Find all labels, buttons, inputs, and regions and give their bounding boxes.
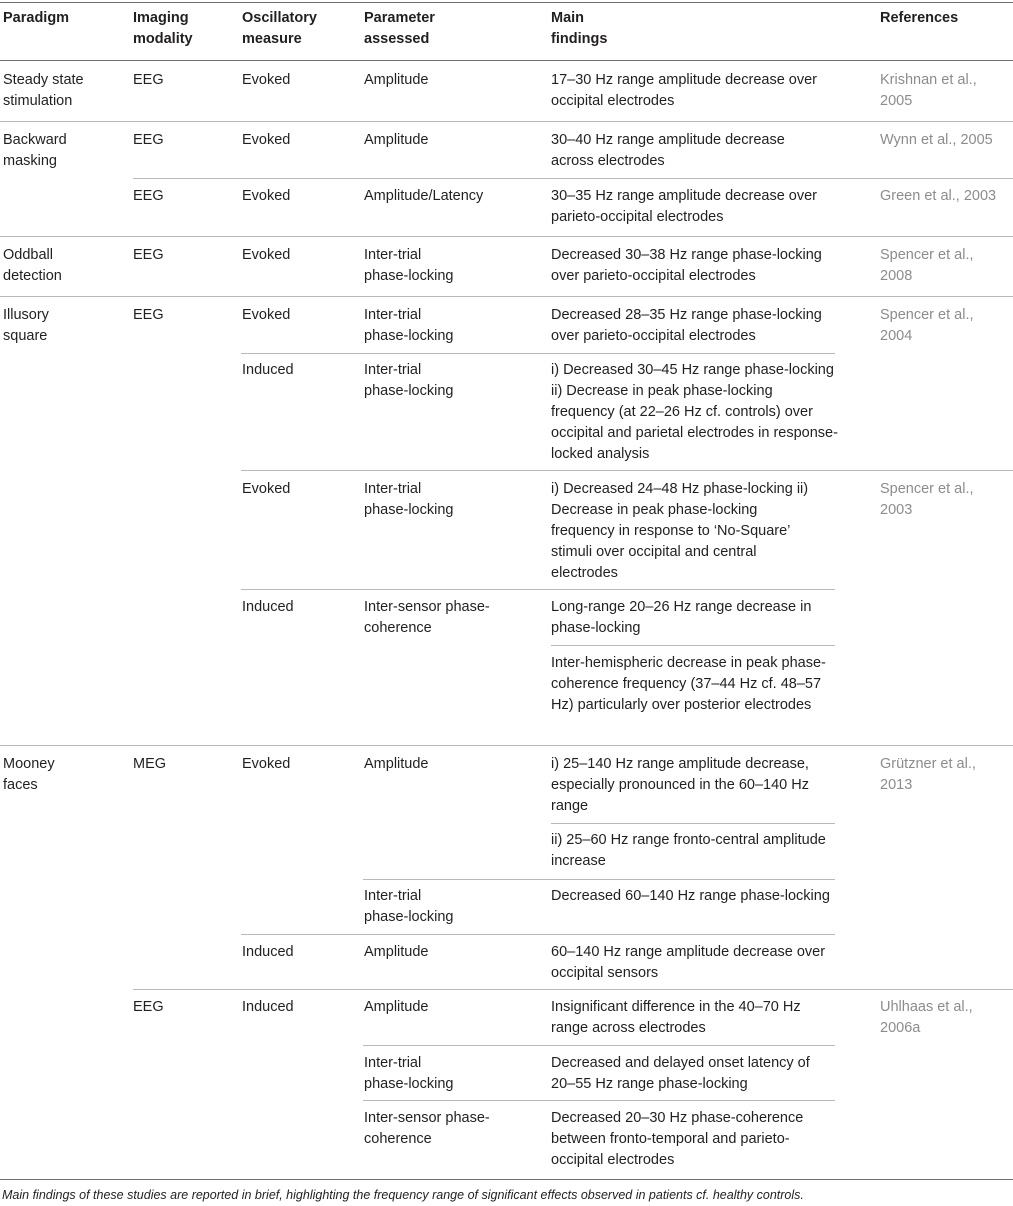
reference-cell: Spencer et al., 2008	[880, 247, 974, 284]
parameter-cell: Inter-trial phase-locking	[364, 307, 454, 344]
parameter-cell: Inter-trial phase-locking	[364, 1055, 454, 1092]
measure-cell: Induced	[242, 999, 294, 1015]
parameter-cell: Amplitude	[364, 132, 429, 148]
parameter-cell: Amplitude	[364, 999, 429, 1015]
row-rule	[0, 236, 1013, 237]
measure-cell: Evoked	[242, 481, 291, 497]
parameter-cell: Inter-trial phase-locking	[364, 481, 454, 518]
header-oscillatory-measure: Oscillatory measure	[242, 10, 317, 47]
reference-cell: Spencer et al., 2004	[880, 307, 974, 344]
finding-cell: Decreased 30–38 Hz range phase-locking over parieto-occipital electrodes	[551, 247, 822, 284]
table-caption: Main findings of these studies are reported in brief, highlighting the frequency range of significant effects observed in patients cf. healthy controls.	[2, 1188, 804, 1202]
modality-cell: EEG	[133, 999, 164, 1015]
finding-cell: Long-range 20–26 Hz range decrease in phase-locking	[551, 599, 812, 636]
row-rule	[0, 745, 1013, 746]
row-rule	[241, 353, 835, 354]
measure-cell: Induced	[242, 599, 294, 615]
reference-cell: Wynn et al., 2005	[880, 132, 993, 148]
paradigm-cell: Backward masking	[3, 132, 67, 169]
paradigm-cell: Illusory square	[3, 307, 49, 344]
reference-cell: Green et al., 2003	[880, 188, 997, 204]
header-bottom-rule	[0, 60, 1013, 61]
finding-cell: Decreased 20–30 Hz phase-coherence between fronto-temporal and parieto-occipital electrodes	[551, 1110, 804, 1168]
row-rule	[0, 121, 1013, 122]
measure-cell: Induced	[242, 362, 294, 378]
finding-cell: Decreased 28–35 Hz range phase-locking over parieto-occipital electrodes	[551, 307, 822, 344]
finding-cell: 60–140 Hz range amplitude decrease over occipital sensors	[551, 944, 826, 981]
row-rule	[241, 470, 1013, 471]
row-rule	[241, 934, 835, 935]
header-imaging-modality: Imaging modality	[133, 10, 193, 47]
finding-cell: Inter-hemispheric decrease in peak phase-coherence frequency (37–44 Hz cf. 48–57 Hz) particularly over posterior electrodes	[551, 655, 826, 713]
finding-cell: 30–40 Hz range amplitude decrease across electrodes	[551, 132, 785, 169]
modality-cell: EEG	[133, 188, 164, 204]
parameter-cell: Amplitude	[364, 756, 429, 772]
parameter-cell: Inter-sensor phase-coherence	[364, 599, 490, 636]
finding-cell: Insignificant difference in the 40–70 Hz range across electrodes	[551, 999, 801, 1036]
row-rule	[363, 1045, 835, 1046]
parameter-cell: Amplitude/Latency	[364, 188, 484, 204]
reference-cell: Krishnan et al., 2005	[880, 72, 977, 109]
finding-cell: 17–30 Hz range amplitude decrease over occipital electrodes	[551, 72, 817, 109]
modality-cell: MEG	[133, 756, 167, 772]
row-rule	[133, 178, 1013, 179]
paradigm-cell: Oddball detection	[3, 247, 62, 284]
finding-cell: i) Decreased 30–45 Hz range phase-locking ii) Decrease in peak phase-locking frequency (at 22–26 Hz cf. controls) over occipital and parietal electrodes in response-locked analysis	[551, 362, 838, 462]
row-rule	[363, 879, 835, 880]
row-rule	[551, 645, 835, 646]
paradigm-cell: Steady state stimulation	[3, 72, 84, 109]
header-main-findings: Main findings	[551, 10, 608, 47]
reference-cell: Spencer et al., 2003	[880, 481, 974, 518]
measure-cell: Evoked	[242, 72, 291, 88]
finding-cell: 30–35 Hz range amplitude decrease over parieto-occipital electrodes	[551, 188, 817, 225]
row-rule	[0, 296, 1013, 297]
finding-cell: ii) 25–60 Hz range fronto-central amplitude increase	[551, 832, 826, 869]
paradigm-cell: Mooney faces	[3, 756, 55, 793]
reference-cell: Grützner et al., 2013	[880, 756, 976, 793]
finding-cell: i) Decreased 24–48 Hz phase-locking ii) Decrease in peak phase-locking frequency in response to ‘No-Square’ stimuli over occipital and central electrodes	[551, 481, 809, 581]
table-top-rule	[0, 2, 1013, 3]
row-rule	[241, 589, 835, 590]
header-references: References	[880, 10, 959, 26]
measure-cell: Evoked	[242, 756, 291, 772]
finding-cell: i) 25–140 Hz range amplitude decrease, especially pronounced in the 60–140 Hz range	[551, 756, 809, 814]
parameter-cell: Amplitude	[364, 72, 429, 88]
row-rule	[133, 989, 1013, 990]
modality-cell: EEG	[133, 307, 164, 323]
modality-cell: EEG	[133, 247, 164, 263]
modality-cell: EEG	[133, 132, 164, 148]
measure-cell: Evoked	[242, 188, 291, 204]
parameter-cell: Inter-trial phase-locking	[364, 362, 454, 399]
header-paradigm: Paradigm	[3, 10, 70, 26]
parameter-cell: Amplitude	[364, 944, 429, 960]
measure-cell: Evoked	[242, 132, 291, 148]
reference-cell: Uhlhaas et al., 2006a	[880, 999, 973, 1036]
row-rule	[363, 1100, 835, 1101]
measure-cell: Induced	[242, 944, 294, 960]
row-rule	[551, 823, 835, 824]
measure-cell: Evoked	[242, 247, 291, 263]
measure-cell: Evoked	[242, 307, 291, 323]
finding-cell: Decreased and delayed onset latency of 20–55 Hz range phase-locking	[551, 1055, 810, 1092]
modality-cell: EEG	[133, 72, 164, 88]
finding-cell: Decreased 60–140 Hz range phase-locking	[551, 888, 830, 904]
parameter-cell: Inter-trial phase-locking	[364, 888, 454, 925]
parameter-cell: Inter-sensor phase-coherence	[364, 1110, 490, 1147]
header-parameter-assessed: Parameter assessed	[364, 10, 435, 47]
table-bottom-rule	[0, 1179, 1013, 1180]
parameter-cell: Inter-trial phase-locking	[364, 247, 454, 284]
